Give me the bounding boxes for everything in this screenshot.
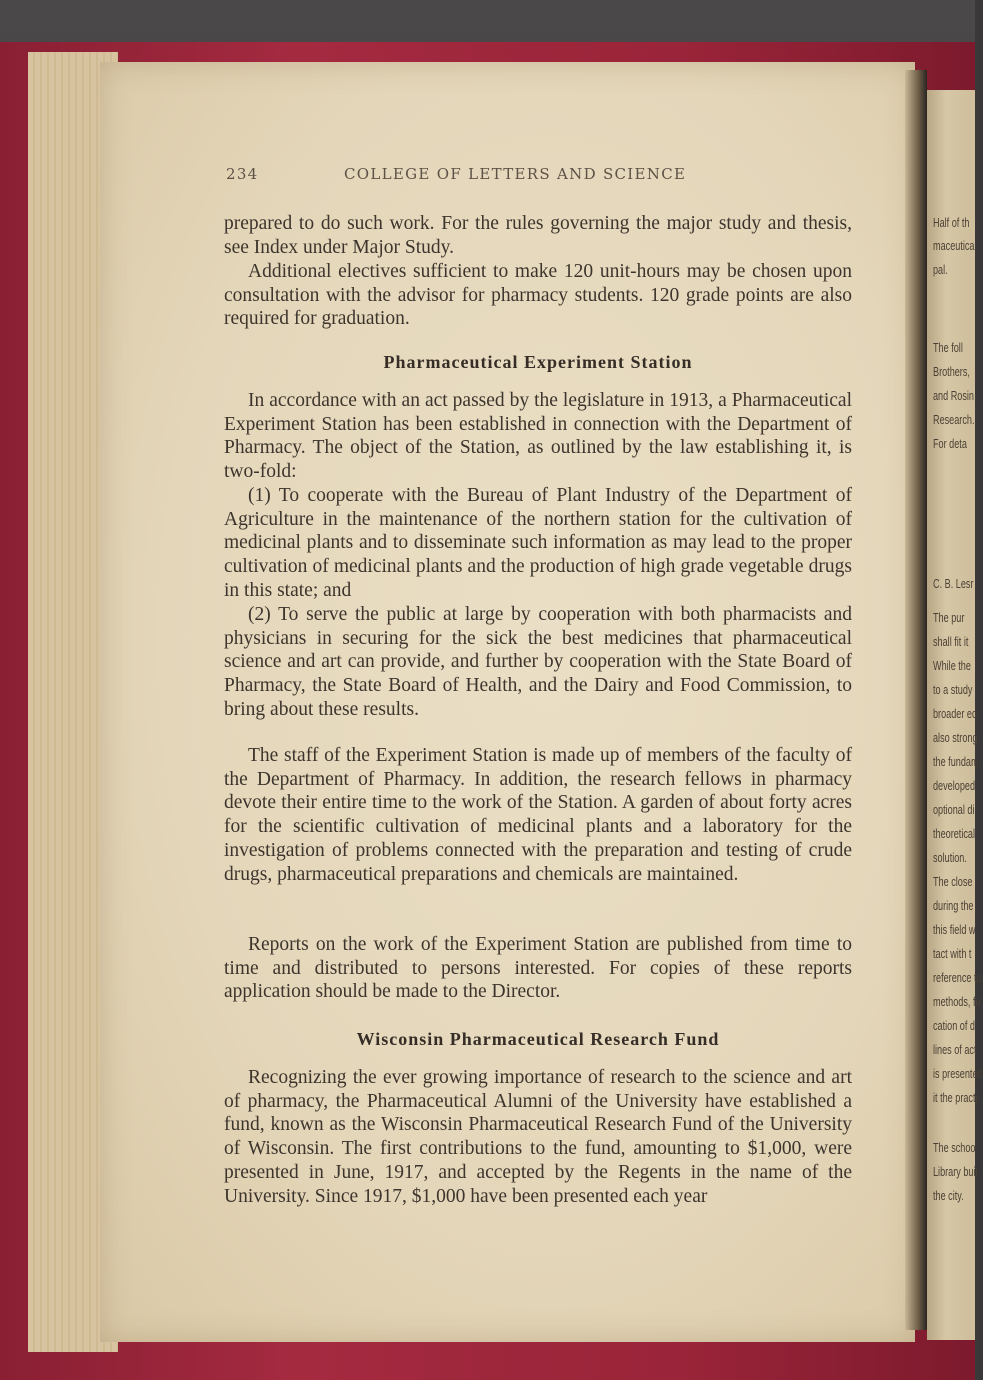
facing-fragment: it the practi [933,1090,978,1105]
page-header [226,165,851,189]
facing-fragment: during the [933,898,974,913]
facing-fragment: For deta [933,436,967,451]
facing-fragment: Library buil [933,1164,978,1179]
facing-fragment: tact with t [933,946,972,961]
facing-fragment: C. B. Lesr [933,576,974,591]
running-title: COLLEGE OF LETTERS AND SCIENCE [344,165,687,183]
facing-fragment: this field w [933,922,976,937]
station-paragraph-3: (2) To serve the public at large by cooperation with both pharmacists and physicians in securing for the sick the best medicines that pharmaceutical science and art can provide, and further by cooperation with the State Board of Pharmacy, the State Board of Health, and the Dairy and Food Commission, to bring about these results. [224,604,852,720]
facing-fragment: While the [933,658,971,673]
facing-fragment: to a study [933,682,973,697]
intro-paragraph-2: Additional electives sufficient to make 120 unit-hours may be chosen upon consultation with the advisor for pharmacy students. 120 grade points are also required for graduation. [224,261,852,330]
station-paragraph-4: The staff of the Experiment Station is made up of members of the faculty of the Department of Pharmacy. In addition, the research fellows in pharmacy devote their entire time to the work of the Station. A garden of about forty acres for the scientific cultivation of medicinal plants and a laboratory for the investigation of problems connected with the preparation and testing of crude drugs, pharmaceutical preparations and chemicals are maintained. [224,745,852,885]
facing-fragment: Half of th [933,215,970,230]
facing-fragment: cation of d [933,1018,975,1033]
section-heading-research-fund: Wisconsin Pharmaceutical Research Fund [356,1029,720,1049]
station-paragraph-1: In accordance with an act passed by the legislature in 1913, a Pharmaceutical Experiment Station has been established in connection with the Department of Pharmacy. The object of the Station, as outlined by the law establishing it, is two-fold: [224,390,852,483]
facing-fragment: is presented [933,1066,983,1081]
facing-page [927,90,983,1340]
facing-fragment: optional di [933,802,975,817]
facing-fragment: developed [933,778,975,793]
facing-fragment: reference to [933,970,982,985]
facing-fragment: The pur [933,610,965,625]
facing-fragment: methods, fo [933,994,981,1009]
station-paragraph-2: (1) To cooperate with the Bureau of Plant Industry of the Department of Agriculture in the maintenance of the northern station for the cultivation of medicinal plants and to disseminate such information as may lead to the proper cultivation of medicinal plants and the production of high grade vegetable drugs in this state; and [224,485,852,601]
facing-fragment: also strong [933,730,978,745]
facing-fragment: The close [933,874,973,889]
page-number: 234 [226,165,259,183]
facing-fragment: theoretical [933,826,975,841]
facing-fragment: and Rosin [933,388,974,403]
fund-paragraph-1: Recognizing the ever growing importance of research to the science and art of pharmacy, the Pharmaceutical Alumni of the University have established a fund, known as the Wisconsin Pharmaceutical Research Fund of the University of Wisconsin. The first contributions to the fund, amounting to $1,000, were presented in June, 1917, and accepted by the Regents in the name of the University. Since 1917, $1,000 have been presented each year [224,1067,852,1207]
facing-fragment: shall fit it [933,634,969,649]
facing-fragment: lines of act [933,1042,977,1057]
facing-fragment: the city. [933,1188,964,1203]
facing-fragment: The schoo [933,1140,976,1155]
facing-fragment: solution. [933,850,967,865]
facing-fragment: Research. [933,412,975,427]
intro-paragraph-1: prepared to do such work. For the rules governing the major study and thesis, see Index under Major Study. [224,213,852,258]
facing-fragment: the fundam [933,754,979,769]
book-gutter [905,70,927,1330]
facing-fragment: The foll [933,340,963,355]
station-paragraph-5: Reports on the work of the Experiment Station are published from time to time and distributed to persons interested. For copies of these reports application should be made to the Director. [224,934,852,1003]
section-heading-experiment-station: Pharmaceutical Experiment Station [383,352,693,372]
facing-fragment: broader ed [933,706,978,721]
facing-fragment: maceutica [933,238,975,253]
facing-fragment: pal. [933,262,948,277]
facing-fragment: Brothers, [933,364,970,379]
